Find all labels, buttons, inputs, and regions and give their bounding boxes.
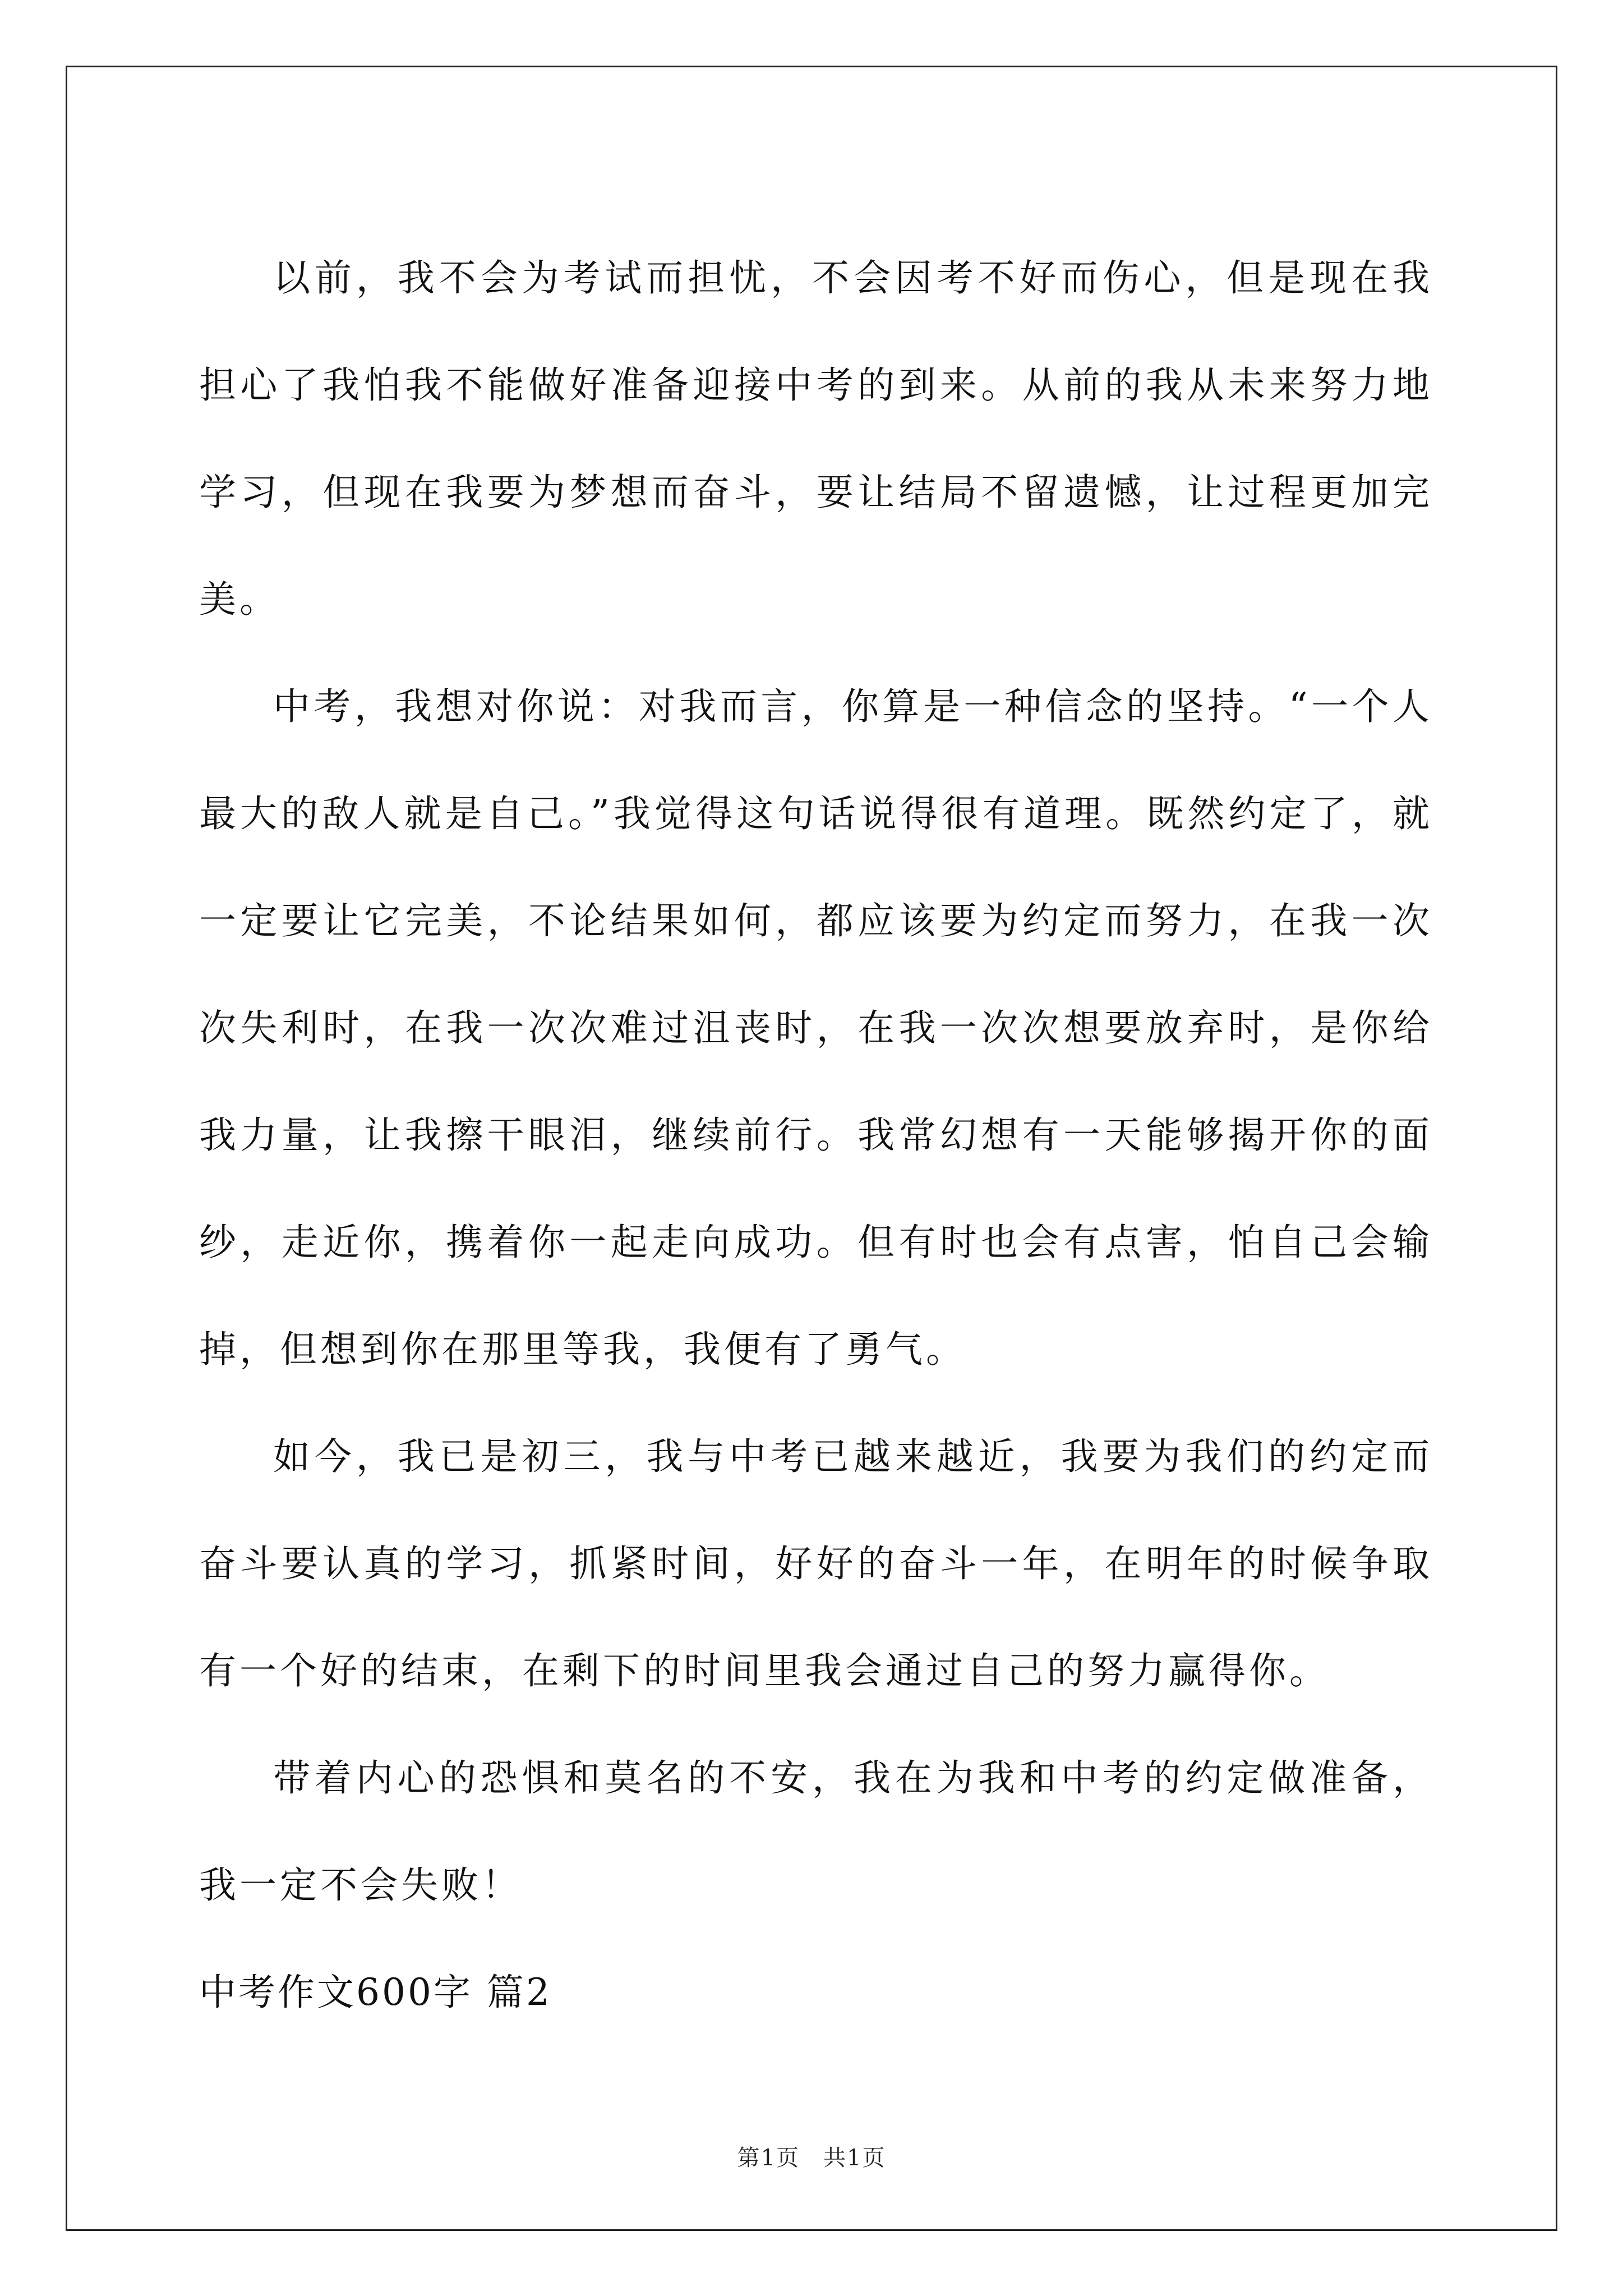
document-body bbox=[199, 224, 1433, 2046]
paragraph-4: 带着内心的恐惧和莫名的不安，我在为我和中考的约定做准备，我一定不会失败！ bbox=[199, 1756, 1433, 1907]
page-footer: 第1页 共1页 bbox=[737, 2145, 886, 2171]
paragraph-3: 如今，我已是初三，我与中考已越来越近，我要为我们的约定而奋斗要认真的学习，抓紧时间，好好的奋斗一年，在明年的时候争取有一个好的结束，在剩下的时间里我会通过自己的努力赢得你。 bbox=[199, 1435, 1433, 1692]
paragraph-1: 以前，我不会为考试而担忧，不会因考不好而伤心，但是现在我担心了我怕我不能做好准备迎接中考的到来。从前的我从未来努力地学习，但现在我要为梦想而奋斗，要让结局不留遗憾，让过程更加完美。 bbox=[199, 256, 1433, 621]
section-heading: 中考作文600字 篇2 bbox=[199, 1971, 552, 2014]
paragraph-2: 中考，我想对你说：对我而言，你算是一种信念的坚持。“一个人最大的敌人就是自己。”我觉得这句话说得很有道理。既然约定了，就一定要让它完美，不论结果如何，都应该要为约定而努力，在我一次次失利时，在我一次次难过沮丧时，在我一次次想要放弃时，是你给我力量，让我擦干眼泪，继续前行。我常幻想有一天能够揭开你的面纱，走近你，携着你一起走向成功。但有时也会有点害，怕自己会输掉，但想到你在那里等我，我便有了勇气。 bbox=[199, 685, 1433, 1371]
